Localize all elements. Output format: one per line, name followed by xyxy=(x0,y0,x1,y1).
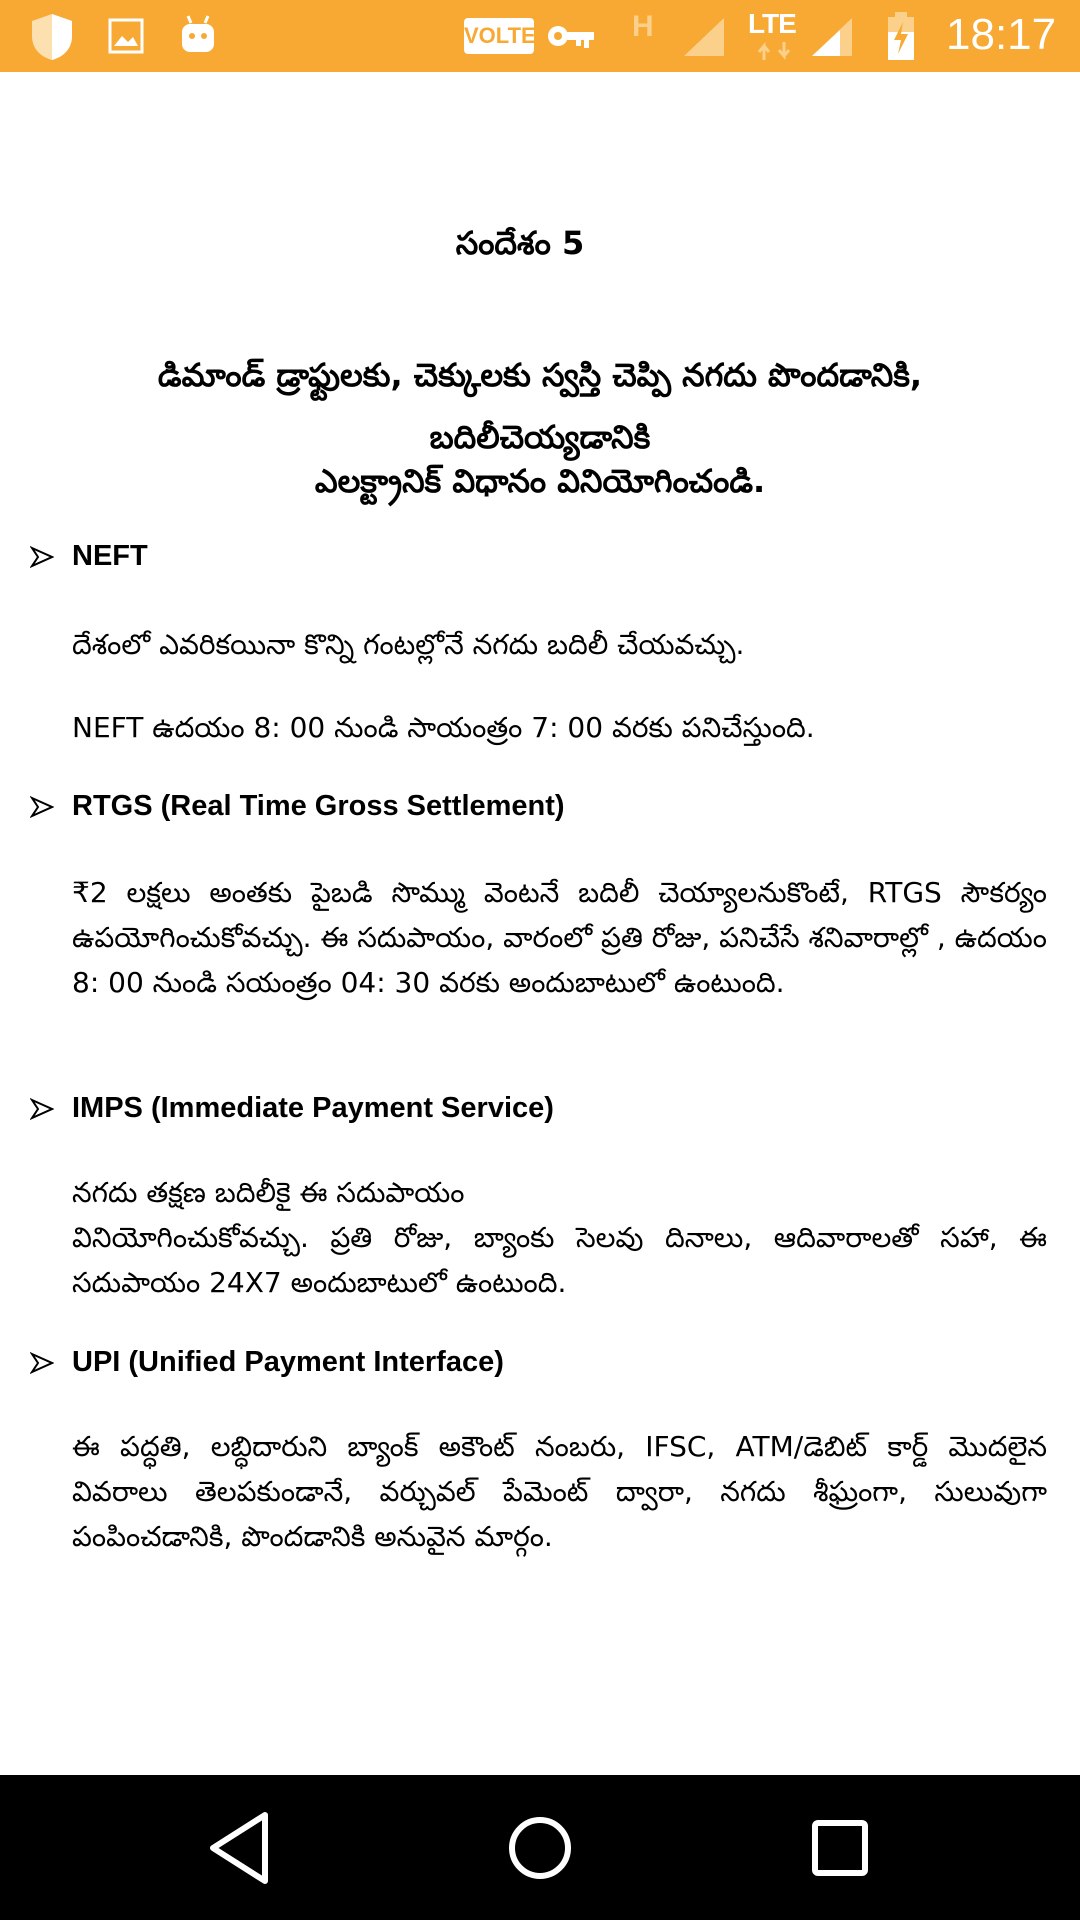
section-heading-imps xyxy=(30,1092,554,1125)
section-heading-text: RTGS (Real Time Gross Settlement) xyxy=(72,790,565,822)
battery-charging-icon xyxy=(886,10,916,62)
arrowhead-bullet-icon xyxy=(30,545,54,569)
paragraph-text: NEFT ఉదయం 8: 00 నుండి సాయంత్రం 7: 00 వరకు పనిచేస్తుంది. xyxy=(72,711,815,744)
paragraph-text: దేశంలో ఎవరికయినా కొన్ని గంటల్లోనే నగదు బదిలీ చేయవచ్చు. xyxy=(72,628,745,661)
document-view[interactable] xyxy=(0,72,1080,1775)
paragraph-text: నగదు తక్షణ బదిలీకై ఈ సదుపాయం xyxy=(72,1176,465,1209)
paragraph-text: ఈ పద్ధతి, లబ్ధిదారుని బ్యాంక్ అకౌంట్ నంబరు, IFSC, ATM/డెబిట్ కార్డ్ మొదలైన వివరాలు తెలపకుండానే, వర్చువల్ పేమెంట్ ద్వారా, నగదు శీఘ్రంగా, సులువుగా పంపించడానికి, పొందడానికి అనువైన మార్గం. xyxy=(72,1430,1047,1553)
image-icon xyxy=(108,18,144,54)
status-bar xyxy=(0,0,1080,72)
arrowhead-bullet-icon xyxy=(30,1097,54,1121)
volte-badge: VOLTE xyxy=(464,18,534,54)
message-title: సందేశం 5 xyxy=(455,224,585,262)
section-heading-neft xyxy=(30,540,148,573)
paragraph-text: వినియోగించుకోవచ్చు. ప్రతి రోజు, బ్యాంకు సెలవు దినాలు, ఆదివారాలతో సహా, ఈ సదుపాయం 24X7 అందుబాటులో ఉంటుంది. xyxy=(72,1221,1047,1299)
data-arrows-icon xyxy=(756,40,796,62)
paragraph xyxy=(72,870,1047,1005)
paragraph xyxy=(72,1170,1047,1305)
navigation-bar xyxy=(0,1775,1080,1920)
recents-icon[interactable] xyxy=(795,1803,885,1893)
section-heading-text: UPI (Unified Payment Interface) xyxy=(72,1346,504,1378)
arrowhead-bullet-icon xyxy=(30,1351,54,1375)
h-network-label: H xyxy=(632,10,654,43)
shield-icon xyxy=(28,12,76,62)
headline-line-2: బదిలీచెయ్యడానికి xyxy=(429,418,651,456)
key-icon xyxy=(546,20,596,52)
paragraph xyxy=(72,1424,1047,1559)
section-heading-upi xyxy=(30,1346,504,1379)
headline-line-1: డిమాండ్ డ్రాఫ్టులకు, చెక్కులకు స్వస్తి చెప్పి నగదు పొందడానికి, xyxy=(157,356,923,394)
section-heading-rtgs xyxy=(30,790,565,823)
android-icon xyxy=(178,14,218,56)
home-icon[interactable] xyxy=(495,1803,585,1893)
arrowhead-bullet-icon xyxy=(30,795,54,819)
section-heading-text: NEFT xyxy=(72,540,148,572)
headline-line-3: ఎలక్ట్రానిక్ విధానం వినియోగించండి. xyxy=(314,462,766,500)
back-icon[interactable] xyxy=(195,1803,285,1893)
lte-label: LTE xyxy=(748,8,796,39)
paragraph-text: ₹2 లక్షలు అంతకు పైబడి సొమ్ము వెంటనే బదిలీ చెయ్యాలనుకొంటే, RTGS సౌకర్యం ఉపయోగించుకోవచ్చు. ఈ సదుపాయం, వారంలో ప్రతి రోజు, పనిచేసే శనివారాల్లో , ఉదయం 8: 00 నుండి సయంత్రం 04: 30 వరకు అందుబాటులో ఉంటుంది. xyxy=(72,876,1048,999)
paragraph xyxy=(72,622,1047,667)
signal-icon xyxy=(810,16,854,58)
section-heading-text: IMPS (Immediate Payment Service) xyxy=(72,1092,554,1124)
status-time: 18:17 xyxy=(946,10,1057,59)
paragraph xyxy=(72,705,1047,750)
signal-icon xyxy=(682,16,726,58)
